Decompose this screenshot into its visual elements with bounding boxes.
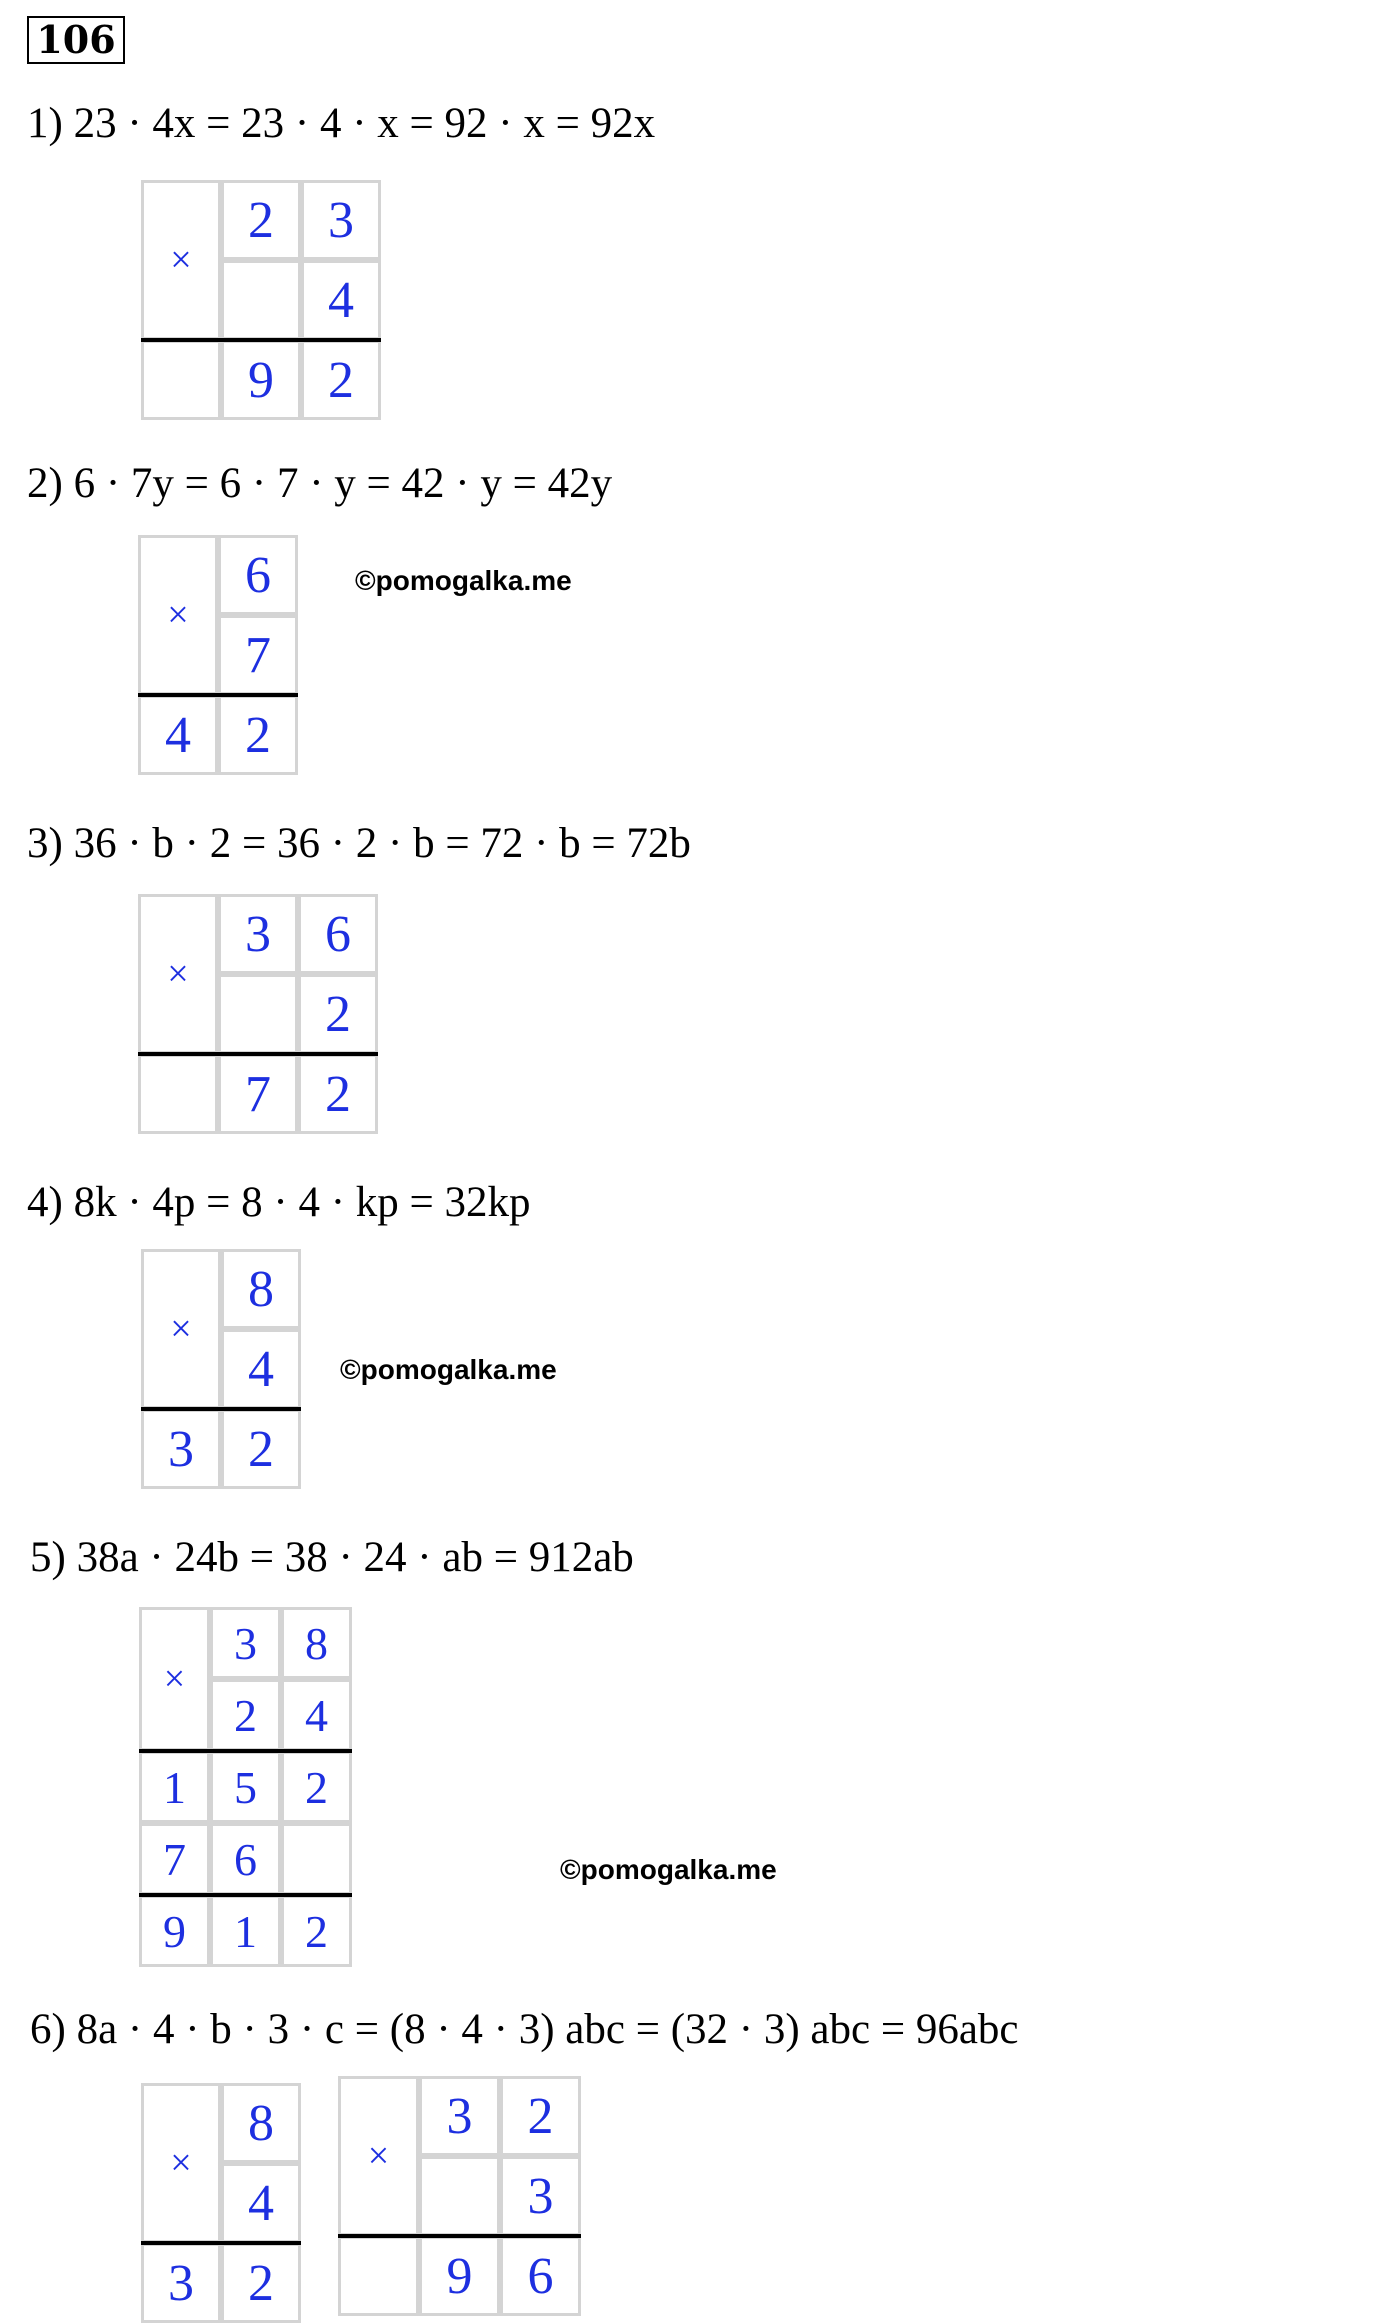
digit-cell: 2: [221, 2243, 301, 2323]
digit-cell: 6: [298, 894, 378, 974]
equation-3: 3) 36 · b · 2 = 36 · 2 · b = 72 · b = 72b: [27, 820, 691, 867]
digit-cell: 2: [210, 1679, 281, 1751]
digit-cell: 3: [419, 2076, 500, 2156]
digit-cell: 3: [141, 1409, 221, 1489]
digit-cell: 3: [301, 180, 381, 260]
digit-cell: [338, 2236, 419, 2316]
digit-cell: 7: [218, 615, 298, 695]
result-line: [139, 1749, 352, 1753]
digit-cell: 6: [500, 2236, 581, 2316]
digit-cell: [419, 2156, 500, 2236]
digit-cell: 9: [419, 2236, 500, 2316]
digit-cell: 2: [221, 1409, 301, 1489]
digit-cell: 9: [139, 1895, 210, 1967]
multiply-sign: ×: [141, 1249, 221, 1409]
digit-cell: 7: [218, 1054, 298, 1134]
digit-cell: 2: [281, 1751, 352, 1823]
digit-cell: [141, 340, 221, 420]
digit-cell: 2: [500, 2076, 581, 2156]
digit-cell: 1: [139, 1751, 210, 1823]
digit-cell: [281, 1823, 352, 1895]
digit-cell: 9: [221, 340, 301, 420]
equation-6: 6) 8a · 4 · b · 3 · c = (8 · 4 · 3) abc = (32 · 3) abc = 96abc: [30, 2006, 1019, 2053]
digit-cell: 2: [298, 1054, 378, 1134]
multiplication-grid-6b: [338, 2076, 581, 2316]
digit-cell: 8: [221, 2083, 301, 2163]
digit-cell: 7: [139, 1823, 210, 1895]
multiply-sign: ×: [338, 2076, 419, 2236]
digit-cell: [138, 1054, 218, 1134]
equation-5: 5) 38a · 24b = 38 · 24 · ab = 912ab: [30, 1534, 634, 1581]
multiplication-grid-4: [141, 1249, 301, 1489]
multiplication-grid-6a: [141, 2083, 301, 2323]
multiply-sign: ×: [138, 894, 218, 1054]
digit-cell: 2: [221, 180, 301, 260]
multiplication-grid-2: [138, 535, 298, 775]
result-line: [138, 1052, 378, 1056]
multiplication-grid-1: [141, 180, 381, 420]
equation-1: 1) 23 · 4x = 23 · 4 · x = 92 · x = 92x: [27, 100, 656, 147]
digit-cell: 8: [281, 1607, 352, 1679]
watermark: ©pomogalka.me: [560, 1854, 777, 1885]
digit-cell: 2: [281, 1895, 352, 1967]
watermark: ©pomogalka.me: [355, 565, 572, 596]
problem-number: 106: [27, 16, 125, 64]
digit-cell: 2: [218, 695, 298, 775]
digit-cell: 3: [218, 894, 298, 974]
digit-cell: 6: [210, 1823, 281, 1895]
multiply-sign: ×: [141, 180, 221, 340]
multiplication-grid-3: [138, 894, 378, 1134]
multiply-sign: ×: [138, 535, 218, 695]
digit-cell: 8: [221, 1249, 301, 1329]
digit-cell: 6: [218, 535, 298, 615]
watermark: ©pomogalka.me: [340, 1354, 557, 1385]
digit-cell: 4: [221, 1329, 301, 1409]
equation-2: 2) 6 · 7y = 6 · 7 · y = 42 · y = 42y: [27, 460, 613, 507]
result-line: [338, 2234, 581, 2238]
digit-cell: 3: [141, 2243, 221, 2323]
digit-cell: 4: [138, 695, 218, 775]
digit-cell: 3: [500, 2156, 581, 2236]
digit-cell: [218, 974, 298, 1054]
multiplication-grid-5: [139, 1607, 352, 1967]
multiply-sign: ×: [139, 1607, 210, 1751]
result-line: [138, 693, 298, 697]
result-line: [141, 1407, 301, 1411]
digit-cell: 2: [301, 340, 381, 420]
digit-cell: 4: [221, 2163, 301, 2243]
equation-4: 4) 8k · 4p = 8 · 4 · kp = 32kp: [27, 1179, 531, 1226]
digit-cell: 1: [210, 1895, 281, 1967]
digit-cell: 3: [210, 1607, 281, 1679]
result-line: [139, 1893, 352, 1897]
digit-cell: [221, 260, 301, 340]
digit-cell: 4: [281, 1679, 352, 1751]
result-line: [141, 2241, 301, 2245]
digit-cell: 4: [301, 260, 381, 340]
digit-cell: 5: [210, 1751, 281, 1823]
digit-cell: 2: [298, 974, 378, 1054]
multiply-sign: ×: [141, 2083, 221, 2243]
result-line: [141, 338, 381, 342]
